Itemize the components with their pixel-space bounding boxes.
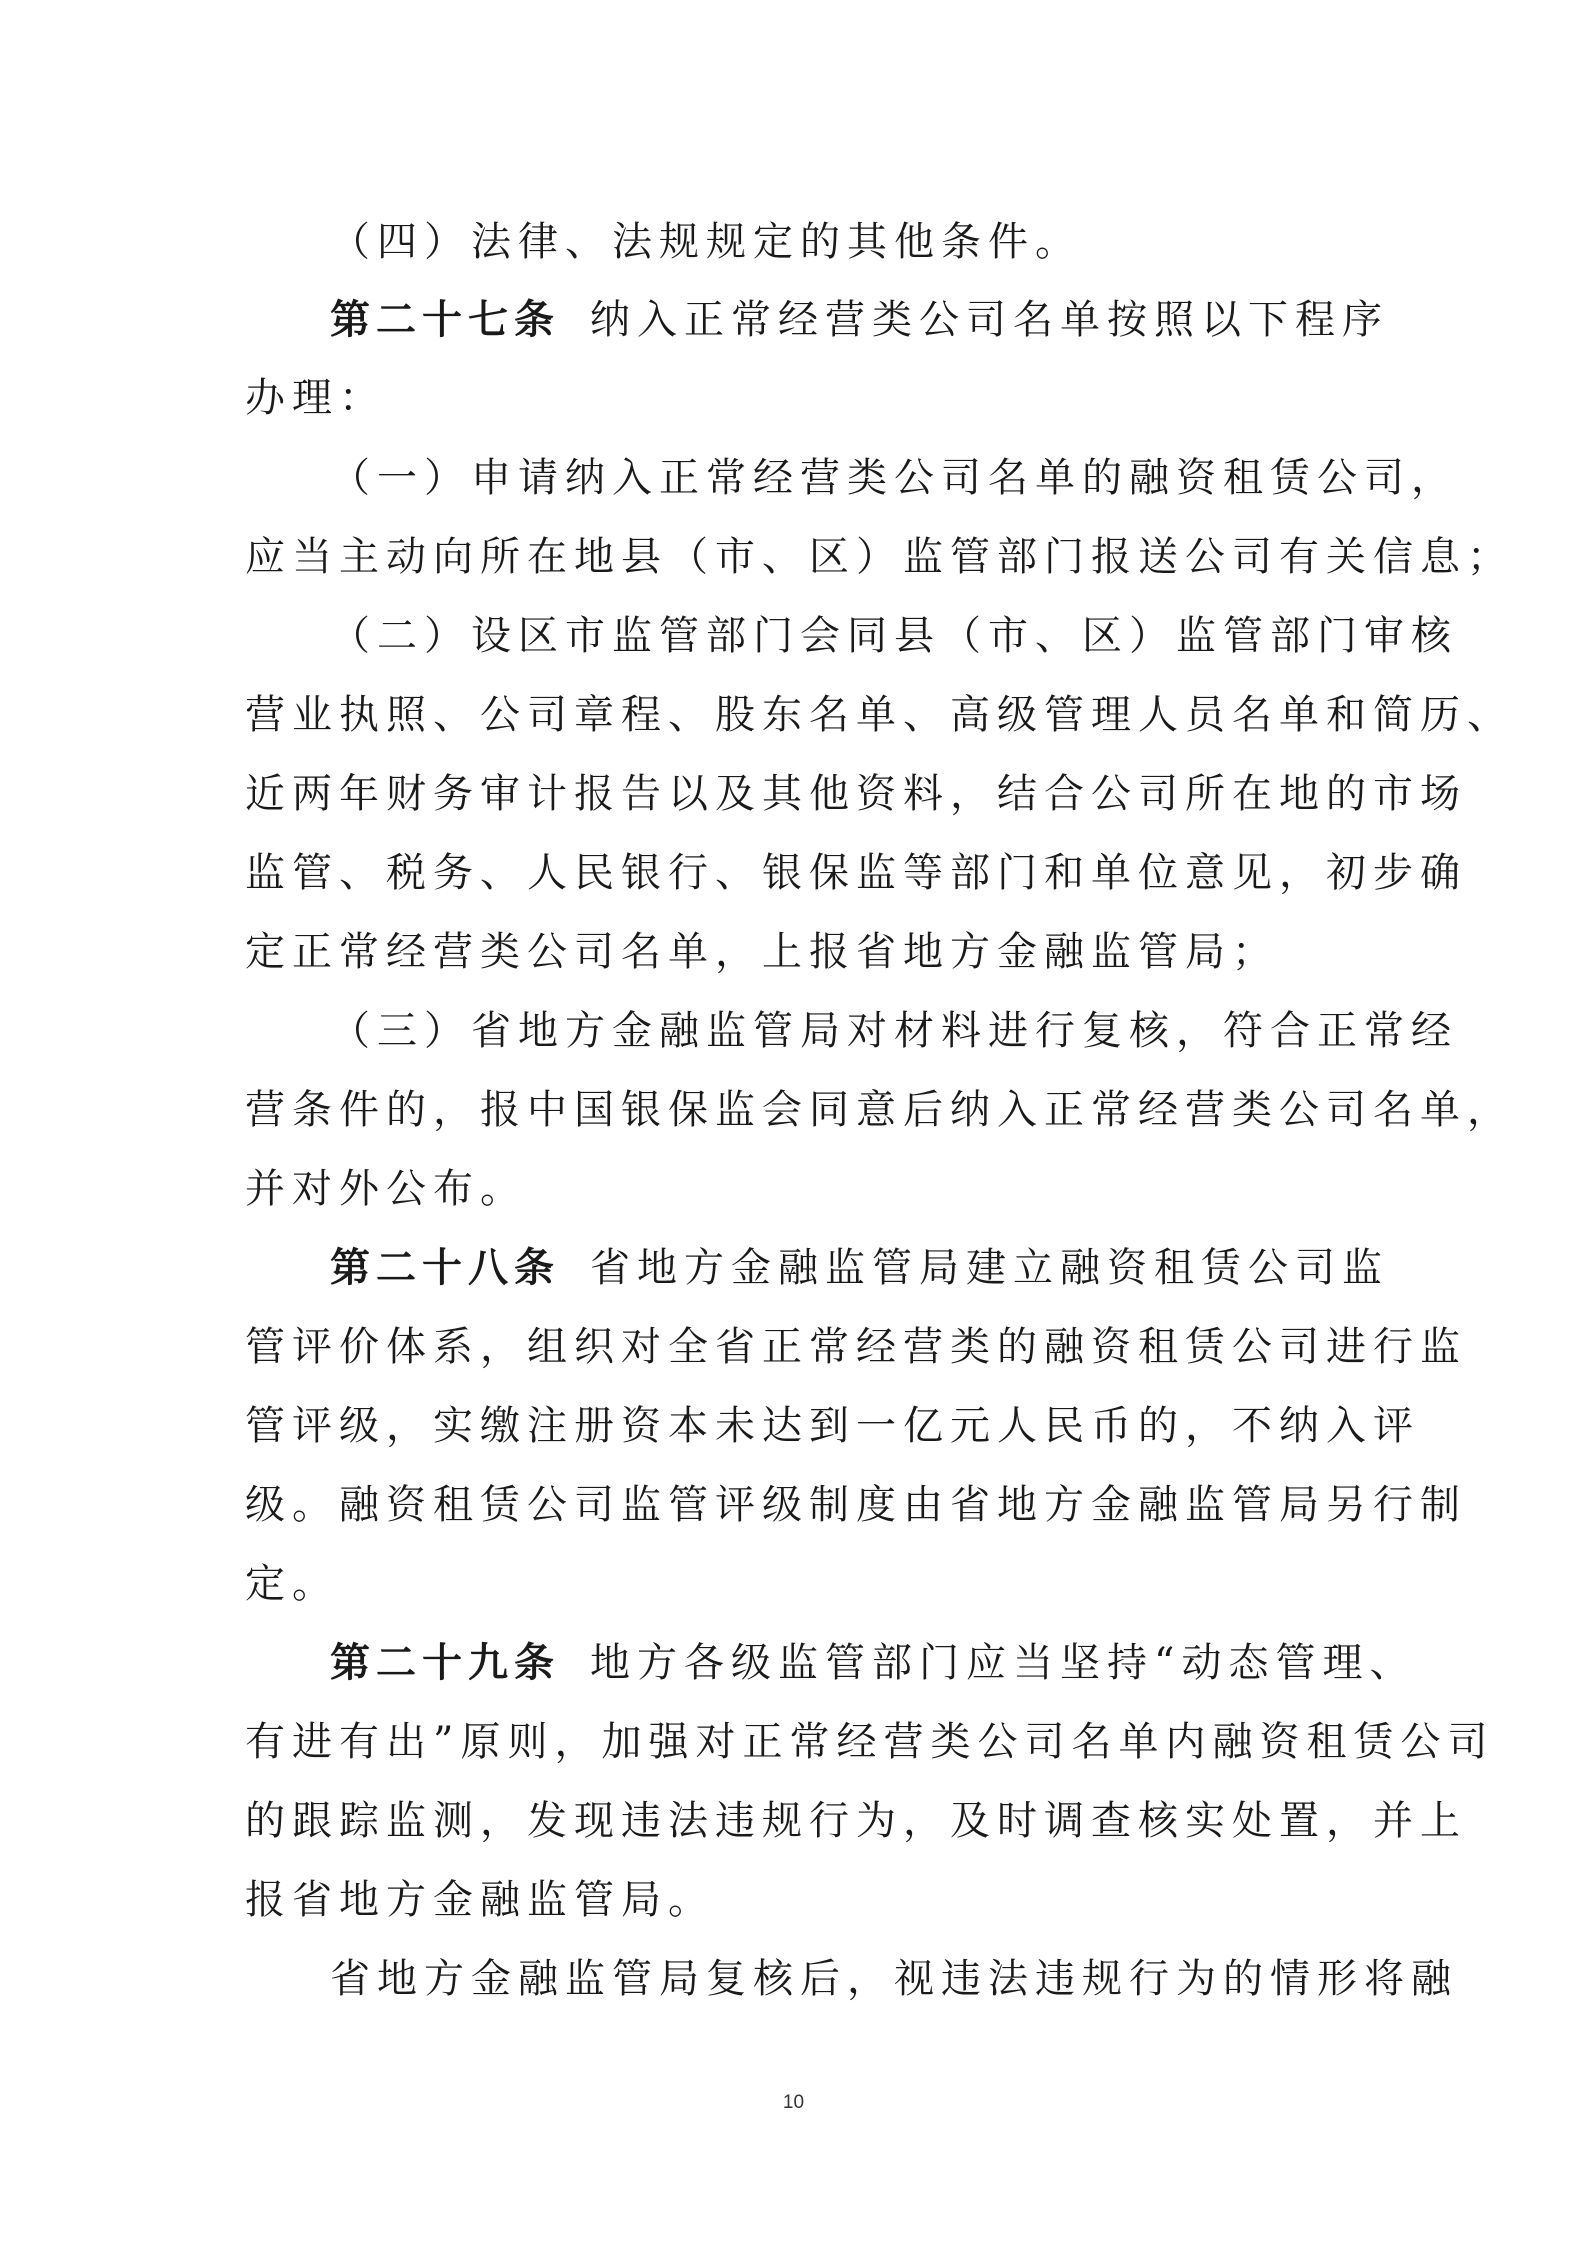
text-line: 报省地方金融监管局。 <box>245 1877 715 1923</box>
paragraph-clause-3 <box>330 1008 1458 1054</box>
text-line: 省地方金融监管局建立融资租赁公司监 <box>590 1245 1389 1291</box>
article-28-heading-line <box>330 1245 1389 1291</box>
article-28-number: 第二十八条 <box>330 1245 560 1291</box>
text-line: 办理： <box>245 375 386 421</box>
text-line-row <box>245 850 1467 896</box>
article-27-heading-line <box>330 297 1389 343</box>
text-line: （三）省地方金融监管局对材料进行复核，符合正常经 <box>330 1008 1458 1054</box>
text-line: 管评价体系，组织对全省正常经营类的融资租赁公司进行监 <box>245 1324 1467 1370</box>
text-line-row <box>245 1166 527 1212</box>
text-line: 定正常经营类公司名单，上报省地方金融监管局； <box>245 929 1279 975</box>
article-29-heading-line <box>330 1640 1417 1686</box>
paragraph-clause-1 <box>330 455 1458 501</box>
text-line: 纳入正常经营类公司名单按照以下程序 <box>590 297 1389 343</box>
article-27-number: 第二十七条 <box>330 297 560 343</box>
text-line: 监管、税务、人民银行、银保监等部门和单位意见，初步确 <box>245 850 1467 896</box>
text-line-row <box>245 692 1514 738</box>
text-line: 近两年财务审计报告以及其他资料，结合公司所在地的市场 <box>245 771 1467 817</box>
text-line-row <box>245 1087 1514 1133</box>
text-line-row <box>245 1798 1467 1844</box>
text-line: 并对外公布。 <box>245 1166 527 1212</box>
article-29-number: 第二十九条 <box>330 1640 560 1686</box>
text-line-row <box>245 929 1279 975</box>
text-line-row <box>245 534 1514 580</box>
text-line: 应当主动向所在地县（市、区）监管部门报送公司有关信息； <box>245 534 1514 580</box>
paragraph-final <box>330 1956 1458 2002</box>
text-line: （二）设区市监管部门会同县（市、区）监管部门审核 <box>330 613 1458 659</box>
text-line-row <box>245 1324 1467 1370</box>
paragraph-clause-2 <box>330 613 1458 659</box>
text-line: 地方各级监管部门应当坚持“动态管理、 <box>590 1640 1417 1686</box>
text-line: 管评级，实缴注册资本未达到一亿元人民币的，不纳入评 <box>245 1403 1420 1449</box>
page-number: 10 <box>782 2092 805 2113</box>
text-line: （四）法律、法规规定的其他条件。 <box>330 219 1082 265</box>
text-line-row <box>245 1482 1467 1528</box>
text-line: 省地方金融监管局复核后，视违法违规行为的情形将融 <box>330 1956 1458 2002</box>
text-line: 定。 <box>245 1561 339 1607</box>
text-line-row <box>245 1719 1495 1765</box>
text-line: 的跟踪监测，发现违法违规行为，及时调查核实处置，并上 <box>245 1798 1467 1844</box>
text-line-row <box>245 1561 339 1607</box>
paragraph-clause-4 <box>330 219 1082 265</box>
text-line-row <box>245 375 386 421</box>
text-line: 营条件的，报中国银保监会同意后纳入正常经营类公司名单， <box>245 1087 1514 1133</box>
text-line-row <box>245 771 1467 817</box>
text-line: 级。融资租赁公司监管评级制度由省地方金融监管局另行制 <box>245 1482 1467 1528</box>
text-line: （一）申请纳入正常经营类公司名单的融资租赁公司， <box>330 455 1458 501</box>
text-line-row <box>245 1877 715 1923</box>
text-line: 有进有出”原则，加强对正常经营类公司名单内融资租赁公司 <box>245 1719 1495 1765</box>
text-line: 营业执照、公司章程、股东名单、高级管理人员名单和简历、 <box>245 692 1514 738</box>
text-line-row <box>245 1403 1420 1449</box>
